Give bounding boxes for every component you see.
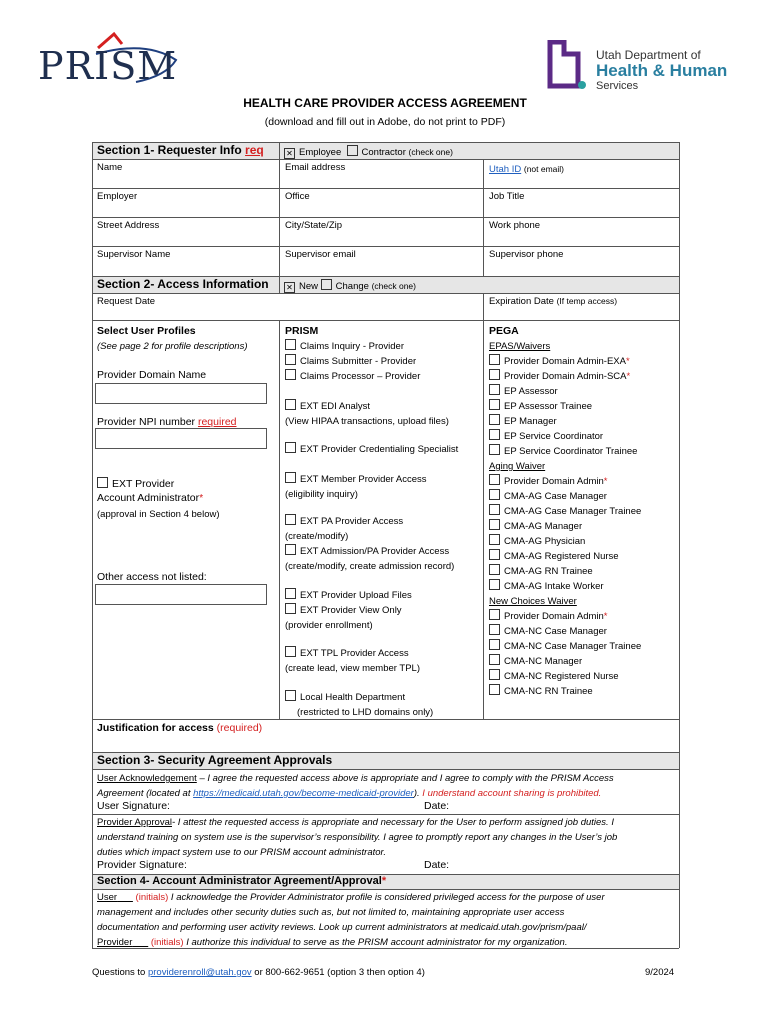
ext-view-sub: (provider enrollment)	[285, 620, 373, 631]
prism-item[interactable]: Claims Inquiry - Provider	[285, 339, 420, 354]
ext-view-option[interactable]: EXT Provider View Only	[285, 603, 412, 618]
pega-item[interactable]: Provider Domain Admin*	[489, 609, 641, 624]
epas-heading: EPAS/Waivers	[489, 341, 551, 352]
ext-tpl-option[interactable]: EXT TPL Provider Access	[285, 646, 420, 661]
ext-upload-option[interactable]: EXT Provider Upload Files	[285, 588, 412, 603]
ext-pa-sub: (create/modify)	[285, 531, 349, 542]
section4-heading: Section 4- Account Administrator Agreement/Approval*	[97, 875, 387, 887]
pega-heading: PEGA	[489, 325, 519, 337]
utahid-label: Utah ID (not email)	[489, 164, 565, 175]
medicaid-link[interactable]: https://medicaid.utah.gov/become-medicaid-provider	[193, 788, 414, 799]
provider-domain-input[interactable]	[95, 383, 267, 404]
select-profiles-heading: Select User Profiles	[97, 325, 196, 337]
utah-id-link[interactable]: Utah ID	[489, 164, 522, 175]
ext-cred	[285, 442, 458, 457]
pega-item[interactable]: CMA-NC Manager	[489, 654, 641, 669]
local-hd	[285, 690, 433, 720]
aging-heading: Aging Waiver	[489, 461, 546, 472]
utah-state-icon	[546, 40, 590, 92]
pega-item[interactable]: CMA-AG Intake Worker	[489, 579, 641, 594]
pega-item[interactable]: EP Service Coordinator	[489, 429, 641, 444]
supname-label: Supervisor Name	[97, 249, 171, 260]
new-checkbox[interactable]: ✕	[284, 282, 295, 293]
pega-item[interactable]: Provider Domain Admin-EXA*	[489, 354, 641, 369]
pega-list	[489, 339, 641, 699]
ext-edi	[285, 399, 449, 429]
page-title: HEALTH CARE PROVIDER ACCESS AGREEMENT	[243, 96, 527, 110]
section2-type: ✕ New Change (check one)	[284, 279, 416, 293]
provider-approval-text: Provider Approval- I attest the requested access is appropriate and necessary for the User to perform assigned job duties. I understand training on system use is the supervisor’s responsibility. I agree to promptly report any changes in the User’s job duties which impact system use to our PRISM account administrator.	[97, 817, 618, 858]
pega-item[interactable]: CMA-AG Registered Nurse	[489, 549, 641, 564]
pega-item[interactable]: CMA-AG Case Manager	[489, 489, 641, 504]
approval-note: (approval in Section 4 below)	[97, 509, 220, 520]
ext-member-sub: (eligibility inquiry)	[285, 489, 358, 500]
dhhs-line2: Health & Human	[596, 61, 728, 80]
pega-item[interactable]: EP Assessor	[489, 384, 641, 399]
see-page2-note: (See page 2 for profile descriptions)	[97, 341, 248, 352]
pega-item[interactable]: EP Manager	[489, 414, 641, 429]
dhhs-line1: Utah Department of	[596, 48, 701, 62]
expiration-date-label: Expiration Date (If temp access)	[489, 296, 618, 307]
prism-logo	[36, 30, 186, 90]
npi-label: Provider NPI number required	[97, 416, 237, 428]
email-label: Email address	[285, 162, 346, 173]
provider-date-label: Date:	[424, 859, 450, 871]
prism-item[interactable]: Claims Processor – Provider	[285, 369, 420, 384]
dhhs-line3: Services	[596, 80, 639, 92]
pega-item[interactable]: CMA-NC RN Trainee	[489, 684, 641, 699]
pega-item[interactable]: CMA-AG Manager	[489, 519, 641, 534]
supphone-label: Supervisor phone	[489, 249, 564, 260]
ext-admin-checkbox[interactable]	[97, 477, 108, 488]
ext-admin-label: EXT Provider	[97, 477, 174, 490]
local-hd-sub: (restricted to LHD domains only)	[297, 707, 434, 718]
pega-item[interactable]: EP Assessor Trainee	[489, 399, 641, 414]
pega-item[interactable]: Provider Domain Admin*	[489, 474, 641, 489]
ext-cred-option[interactable]: EXT Provider Credentialing Specialist	[285, 442, 458, 457]
office-label: Office	[285, 191, 310, 202]
pega-item[interactable]: Provider Domain Admin-SCA*	[489, 369, 641, 384]
user-date-label: Date:	[424, 800, 450, 812]
ext-pa	[285, 514, 454, 574]
city-label: City/State/Zip	[285, 220, 343, 231]
footer-contact: Questions to providerenroll@utah.gov or 800-662-9651 (option 3 then option 4)	[92, 967, 425, 978]
justification-label: Justification for access (required)	[97, 722, 263, 734]
ext-member	[285, 472, 427, 502]
street-label: Street Address	[97, 220, 160, 231]
ext-tpl-sub: (create lead, view member TPL)	[285, 663, 420, 674]
ext-adm-sub: (create/modify, create admission record)	[285, 561, 455, 572]
account-admin-label: Account Administrator*	[97, 492, 204, 504]
nc-heading: New Choices Waiver	[489, 596, 577, 607]
npi-input[interactable]	[95, 428, 267, 449]
ext-tpl	[285, 646, 420, 676]
ext-member-option[interactable]: EXT Member Provider Access	[285, 472, 427, 487]
employee-checkbox[interactable]: ✕	[284, 148, 295, 159]
pega-item[interactable]: EP Service Coordinator Trainee	[489, 444, 641, 459]
page-subtitle: (download and fill out in Adobe, do not print to PDF)	[264, 116, 506, 128]
footer-date: 9/2024	[645, 967, 675, 978]
ext-pa-option[interactable]: EXT PA Provider Access	[285, 514, 454, 529]
contractor-checkbox[interactable]	[347, 145, 358, 156]
employer-label: Employer	[97, 191, 138, 202]
pega-item[interactable]: CMA-NC Registered Nurse	[489, 669, 641, 684]
name-label: Name	[97, 162, 123, 173]
prism-heading: PRISM	[285, 325, 319, 337]
jobtitle-label: Job Title	[489, 191, 525, 202]
workphone-label: Work phone	[489, 220, 541, 231]
section4-text: User (initials) I acknowledge the Provider Administrator profile is considered privileged access for the purpose of user management and includes other security duties such as, but not limited to, maintaining appropriate user access documentation and performing user activity reviews. Look up current administrators at medicaid.utah.gov/prism/paal/ Provider (initials) I authorize this individual to serve as the PRISM account administrator for my organization.	[97, 892, 605, 948]
pega-item[interactable]: CMA-NC Case Manager Trainee	[489, 639, 641, 654]
ext-adm-option[interactable]: EXT Admission/PA Provider Access	[285, 544, 454, 559]
section1-heading: Section 1- Requester Info req	[97, 143, 264, 157]
section1-type: ✕ Employee Contractor (check one)	[284, 145, 453, 159]
section3-heading: Section 3- Security Agreement Approvals	[97, 753, 333, 767]
prism-item[interactable]: Claims Submitter - Provider	[285, 354, 420, 369]
section2-heading: Section 2- Access Information	[97, 277, 269, 291]
ext-edi-option[interactable]: EXT EDI Analyst	[285, 399, 449, 414]
dhhs-logo	[546, 40, 756, 94]
pega-item[interactable]: CMA-AG Case Manager Trainee	[489, 504, 641, 519]
user-sig-label: User Signature:	[97, 800, 170, 812]
other-access-label: Other access not listed:	[97, 571, 207, 583]
provider-sig-label: Provider Signature:	[97, 859, 187, 871]
pega-item[interactable]: CMA-AG Physician	[489, 534, 641, 549]
local-hd-option[interactable]: Local Health Department	[285, 690, 433, 705]
ext-upload	[285, 588, 412, 633]
pega-item[interactable]: CMA-NC Case Manager	[489, 624, 641, 639]
provider-domain-label: Provider Domain Name	[97, 369, 207, 381]
supemail-label: Supervisor email	[285, 249, 356, 260]
pega-item[interactable]: CMA-AG RN Trainee	[489, 564, 641, 579]
request-date-label: Request Date	[97, 296, 156, 307]
ext-edi-sub: (View HIPAA transactions, upload files)	[285, 416, 449, 427]
footer-email-link[interactable]: providerenroll@utah.gov	[147, 967, 252, 978]
prism-logo-text: PRISM	[38, 44, 178, 88]
user-ack-text: User Acknowledgement – I agree the requested access above is appropriate and I agree to comply with the PRISM Access Agreement (located at https://medicaid.utah.gov/become-medicaid-provider). I understand account sharing is prohibited.	[97, 773, 614, 799]
prism-list	[285, 339, 420, 384]
other-access-input[interactable]	[95, 584, 267, 605]
change-checkbox[interactable]	[321, 279, 332, 290]
